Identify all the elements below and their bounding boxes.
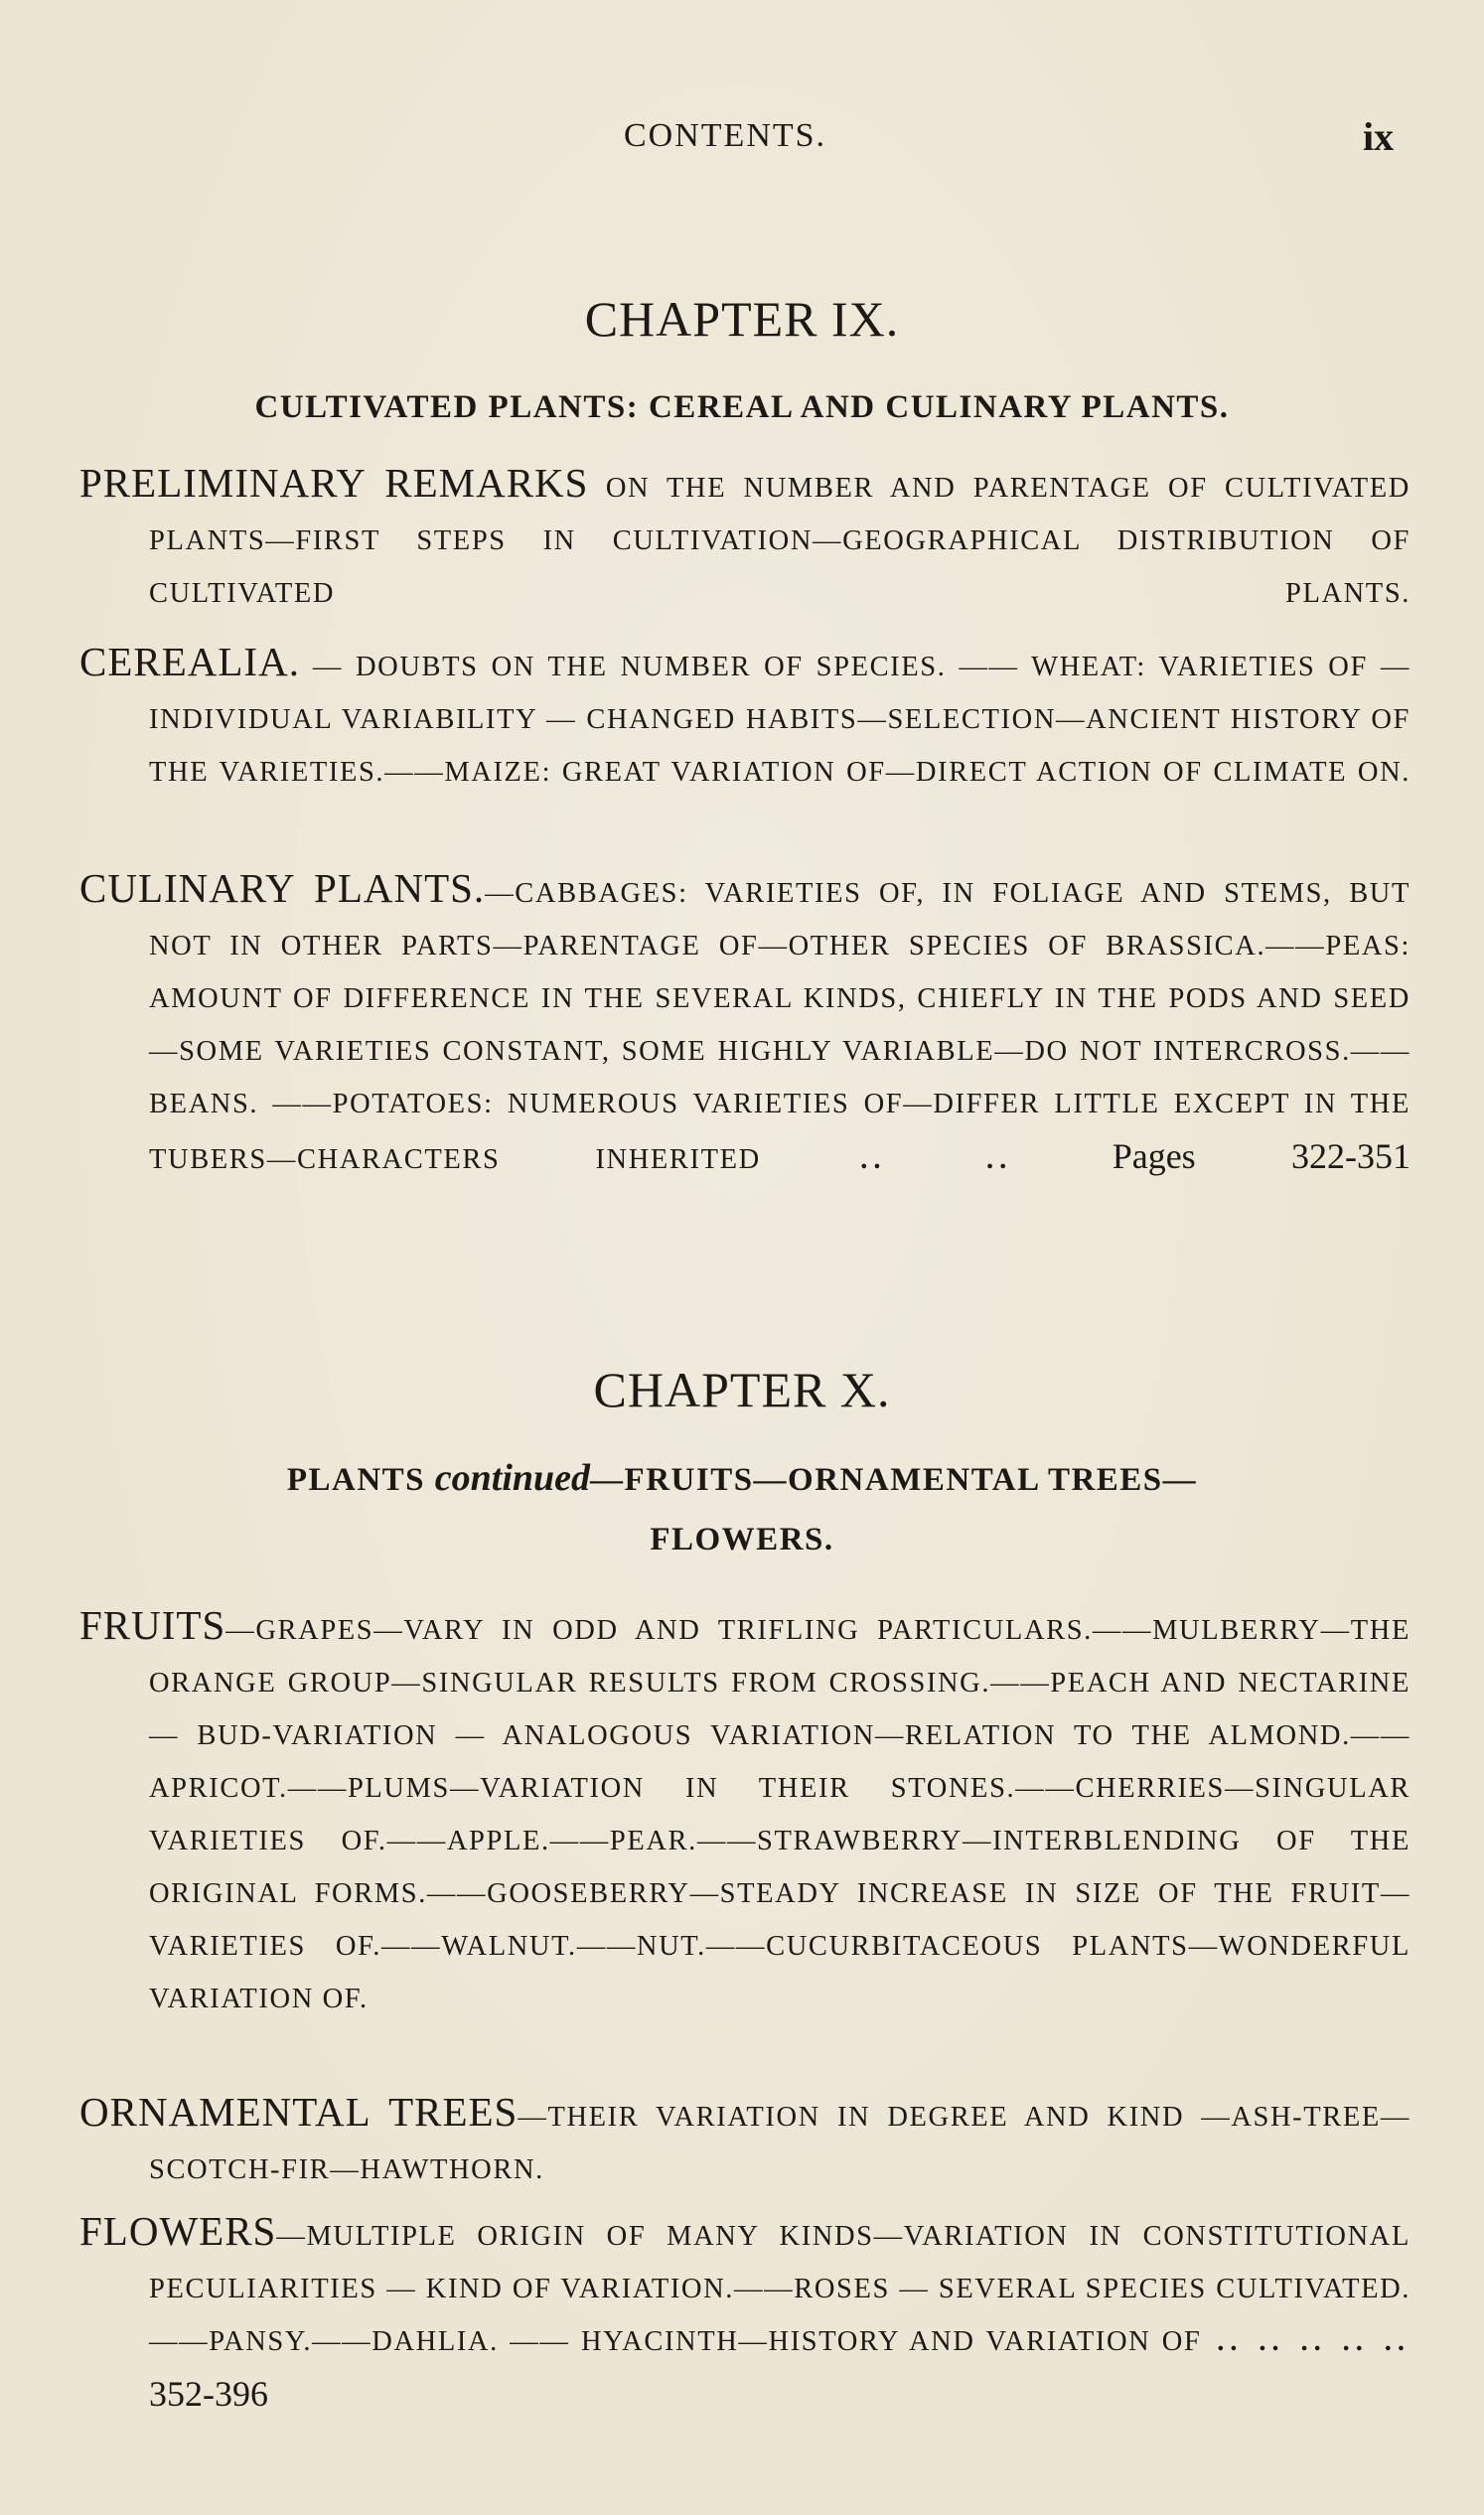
contents-entry-cerealia bbox=[79, 636, 1410, 799]
page-number: ix bbox=[1363, 114, 1395, 159]
running-head-title: CONTENTS. bbox=[624, 117, 827, 154]
subtitle-italic: continued bbox=[434, 1457, 591, 1499]
entry-heading: FLOWERS bbox=[79, 2208, 277, 2254]
subtitle-text-line2: FLOWERS. bbox=[650, 1522, 834, 1557]
chapter-x-subtitle bbox=[0, 1448, 1484, 1569]
page-range: 352-396 bbox=[149, 2374, 268, 2414]
leader-dots: .. .. .. .. .. bbox=[1201, 2326, 1411, 2357]
entry-heading: ORNAMENTAL TREES bbox=[79, 2089, 519, 2135]
entry-heading: FRUITS bbox=[79, 1602, 226, 1648]
entry-text: ON THE NUMBER AND PARENTAGE OF CULTIVATED PLANTS—FIRST STEPS IN CULTIVATION—GEOGRAPHICAL DISTRIBUTION OF CULTIVATED PLANTS. bbox=[149, 473, 1410, 609]
entry-text: —CABBAGES: VARIETIES OF, IN FOLIAGE AND STEMS, BUT NOT IN OTHER PARTS—PARENTAGE OF—OTHER SPECIES OF BRASSICA.——PEAS: AMOUNT OF DIFFERENCE IN THE SEVERAL KINDS, CHIEFLY IN THE PODS AND SEED—SOME VARIETIES CONSTANT, SOME HIGHLY VARIABLE—DO NOT INTERCROSS.——BEANS. ——POTATOES: NUMEROUS VARIETIES OF—DIFFER LITTLE EXCEPT IN THE TUBERS—CHARACTERS INHERITED bbox=[149, 878, 1410, 1175]
page-range: Pages 322-351 bbox=[1112, 1136, 1411, 1176]
entry-heading: CULINARY PLANTS. bbox=[79, 865, 486, 911]
entry-text: —GRAPES—VARY IN ODD AND TRIFLING PARTICULARS.——MULBERRY—THE ORANGE GROUP—SINGULAR RESULTS FROM CROSSING.——PEACH AND NECTARINE — BUD-VARIATION — ANALOGOUS VARIATION—RELATION TO THE ALMOND.——APRICOT.——PLUMS—VARIATION IN THEIR STONES.——CHERRIES—SINGULAR VARIETIES OF.——APPLE.——PEAR.——STRAWBERRY—INTERBLENDING OF THE ORIGINAL FORMS.——GOOSEBERRY—STEADY INCREASE IN SIZE OF THE FRUIT—VARIETIES OF.——WALNUT.——NUT.——CUCURBITACEOUS PLANTS—WONDERFUL VARIATION OF. bbox=[149, 1615, 1410, 2014]
subtitle-text: PLANTS bbox=[286, 1462, 435, 1498]
entry-heading: PRELIMINARY REMARKS bbox=[79, 460, 589, 506]
entry-text: — DOUBTS ON THE NUMBER OF SPECIES. —— WHEAT: VARIETIES OF — INDIVIDUAL VARIABILITY — CHANGED HABITS—SELECTION—ANCIENT HISTORY OF THE VARIETIES.——MAIZE: GREAT VARIATION OF—DIRECT ACTION OF CLIMATE ON. bbox=[149, 652, 1410, 788]
entry-text: —MULTIPLE ORIGIN OF MANY KINDS—VARIATION IN CONSTITUTIONAL PECULIARITIES — KIND OF VARIATION.——ROSES — SEVERAL SPECIES CULTIVATED.——PANSY.——DAHLIA. —— HYACINTH—HISTORY AND VARIATION OF bbox=[149, 2221, 1410, 2357]
leader-dots: .. .. bbox=[760, 1144, 1113, 1175]
contents-entry-flowers bbox=[79, 2205, 1410, 2424]
running-head bbox=[0, 114, 1484, 167]
contents-entry-fruits bbox=[79, 1599, 1410, 2025]
chapter-ix-heading: CHAPTER IX. bbox=[584, 291, 900, 347]
chapter-ix-subtitle: CULTIVATED PLANTS: CEREAL AND CULINARY PLANTS. bbox=[254, 389, 1230, 425]
chapter-x-heading: CHAPTER X. bbox=[593, 1362, 891, 1417]
contents-entry-culinary-plants bbox=[79, 862, 1410, 1186]
entry-text: —THEIR VARIATION IN DEGREE AND KIND —ASH-TREE—SCOTCH-FIR—HAWTHORN. bbox=[149, 2102, 1410, 2185]
contents-entry-preliminary-remarks bbox=[79, 457, 1410, 620]
contents-entry-ornamental-trees bbox=[79, 2086, 1410, 2196]
entry-heading: CEREALIA. bbox=[79, 639, 300, 684]
subtitle-text: —FRUITS—ORNAMENTAL TREES— bbox=[590, 1462, 1198, 1498]
